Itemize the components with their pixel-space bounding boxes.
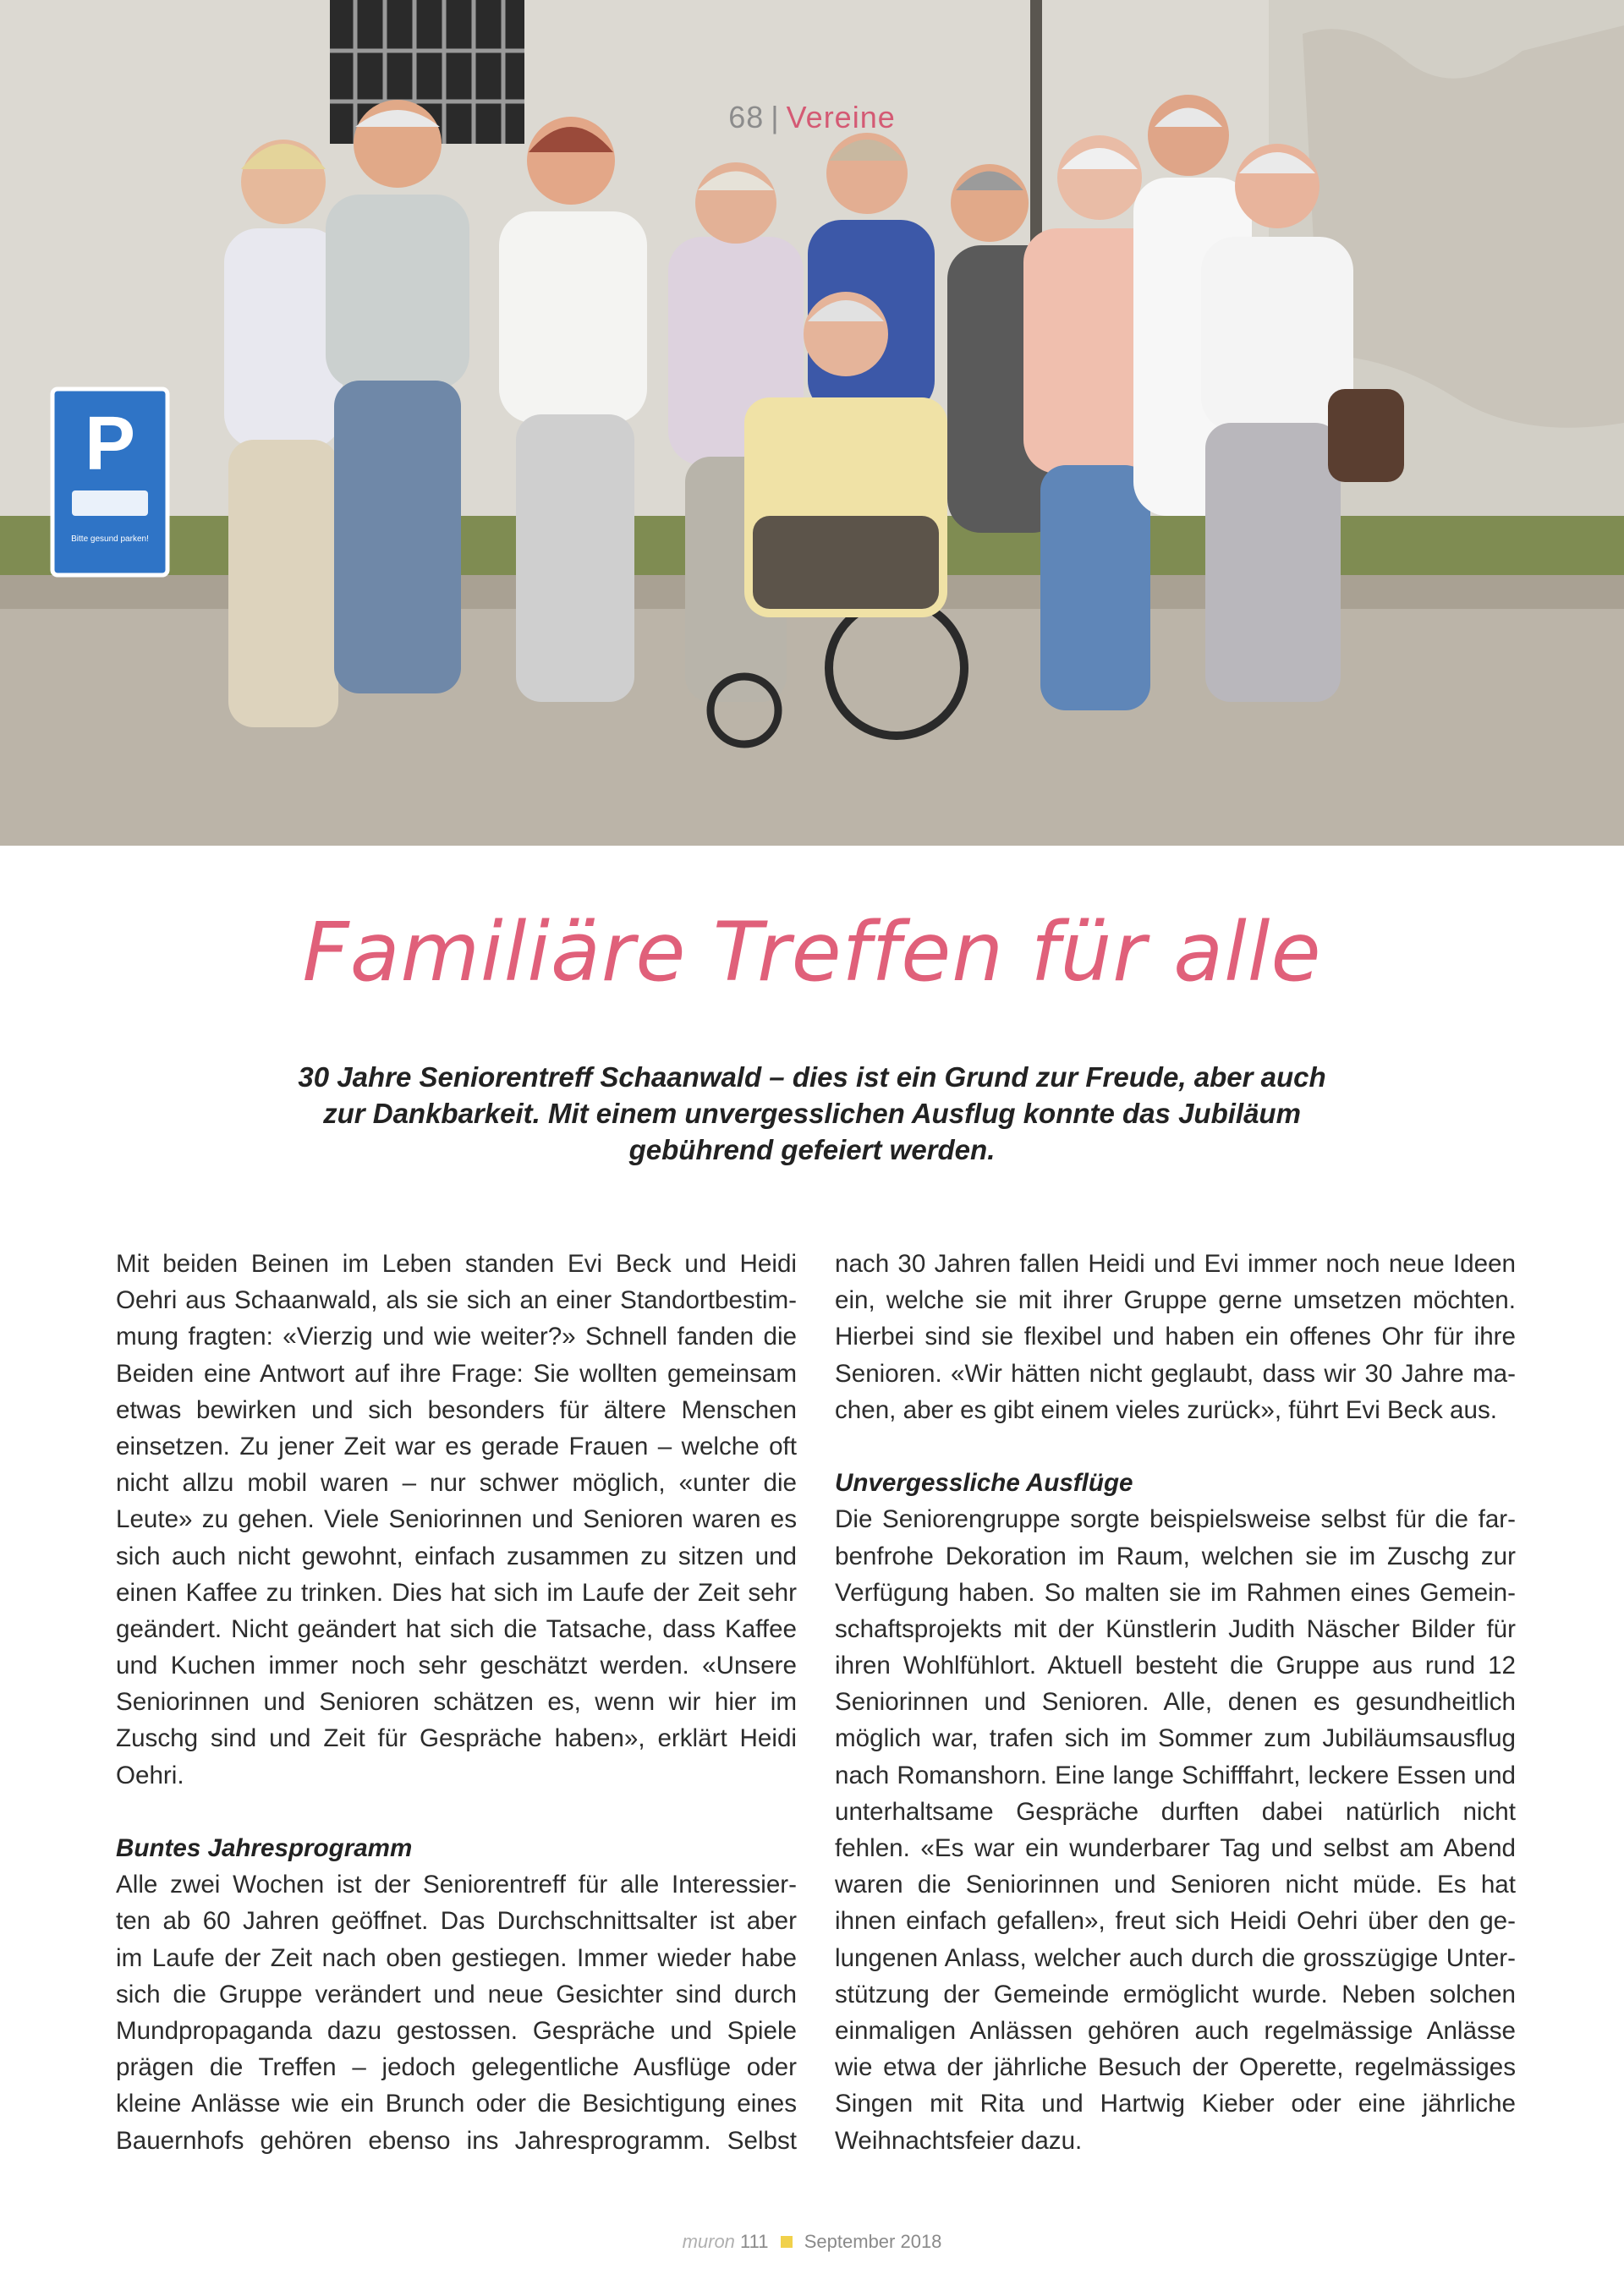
text-line: sich die Gruppe verändert und neue Gesichter sind durch <box>116 1980 797 2008</box>
text-line: geändert. Nicht geändert hat sich die Tatsache, dass Kaffee <box>116 1614 797 1643</box>
issue-number: 111 <box>740 2231 769 2252</box>
text-line: stützung der Gemeinde ermöglicht wurde. Neben solchen <box>835 1980 1516 2008</box>
text-line: Senioren. «Wir hätten nicht geglaubt, dass wir 30 Jahre ma- <box>835 1359 1516 1388</box>
text-line: lungenen Anlass, welcher auch durch die grosszügige Unter- <box>835 1943 1516 1972</box>
text-line: und Kuchen immer noch sehr geschätzt werden. «Unsere <box>116 1652 797 1680</box>
text-line: nach Romanshorn. Eine lange Schifffahrt, leckere Essen und <box>835 1761 1516 1789</box>
text-line: Mundpropaganda dazu gestossen. Gespräche und Spiele <box>116 2016 797 2045</box>
text-line: möglich war, trafen sich im Sommer zum Jubiläumsausflug <box>835 1724 1516 1753</box>
footer-square-icon <box>781 2236 793 2248</box>
text-line: Hierbei sind sie flexibel und haben ein offenes Ohr für ihre <box>835 1323 1516 1351</box>
paragraph-gap <box>116 1794 797 1830</box>
text-line: Verfügung haben. So malten sie im Rahmen eines Gemein- <box>835 1578 1516 1607</box>
text-line: waren die Seniorinnen und Senioren nicht müde. Es hat <box>835 1871 1516 1899</box>
text-line: Oehri. <box>116 1761 184 1789</box>
text-line: ten ab 60 Jahren geöffnet. Das Durchschnittsalter ist aber <box>116 1907 797 1936</box>
group-photo <box>0 0 1624 846</box>
magazine-name: muron <box>682 2231 735 2252</box>
section-name: Vereine <box>786 100 896 134</box>
text-line: Mit beiden Beinen im Leben standen Evi Beck und Heidi <box>116 1250 797 1278</box>
text-line: fehlen. «Es war ein wunderbarer Tag und selbst am Abend <box>835 1834 1516 1862</box>
subheading: Unvergessliche Ausflüge <box>835 1469 1133 1498</box>
page-number: 68 <box>728 100 765 134</box>
text-line: benfrohe Dekoration im Raum, welchen sie im Zuschg zur <box>835 1542 1516 1570</box>
text-line: Alle zwei Wochen ist der Seniorentreff für alle Interessier- <box>116 1871 797 1899</box>
text-line: Zuschg sind und Zeit für Gespräche haben», erklärt Heidi <box>116 1724 797 1753</box>
article-lead <box>288 1059 1336 1168</box>
text-line: kleine Anlässe wie ein Brunch oder die Besichtigung eines <box>116 2090 797 2118</box>
issue-date: September 2018 <box>804 2231 942 2252</box>
text-line: einen Kaffee zu trinken. Dies hat sich im Laufe der Zeit sehr <box>116 1578 797 1607</box>
text-line: Die Seniorengruppe sorgte beispielsweise selbst für die far- <box>835 1505 1516 1534</box>
text-line: etwas bewirken und sich besonders für ältere Menschen <box>116 1395 797 1424</box>
text-line: chen, aber es gibt einem vieles zurück», führt Evi Beck aus. <box>835 1395 1497 1424</box>
subheading: Buntes Jahresprogramm <box>116 1834 413 1862</box>
text-line: prägen die Treffen – jedoch gelegentliche Ausflüge oder <box>116 2053 797 2082</box>
text-line: schaftsprojekts mit der Künstlerin Judith Näscher Bilder für <box>835 1614 1516 1643</box>
text-line: Seniorinnen und Senioren schätzen es, wenn wir hier im <box>116 1688 797 1717</box>
text-line: ihnen einfach gefallen», freut sich Heidi Oehri über den ge- <box>835 1907 1516 1936</box>
text-line: ihren Wohlfühlort. Aktuell besteht die Gruppe aus rund 12 <box>835 1652 1516 1680</box>
parking-sign-caption: Bitte gesund parken! <box>71 534 149 544</box>
article-title: Familiäre Treffen für alle <box>302 905 1322 1000</box>
parking-sign <box>52 389 167 575</box>
page-header <box>0 100 1624 135</box>
text-line: einsetzen. Zu jener Zeit war es gerade Frauen – welche oft <box>116 1432 797 1460</box>
text-line: Bauernhofs gehören ebenso ins Jahresprogramm. Selbst <box>116 2126 797 2155</box>
text-line: sich auch nicht gewohnt, einfach zusammen zu sitzen und <box>116 1542 797 1570</box>
text-line: Oehri aus Schaanwald, als sie sich an einer Standortbestim- <box>116 1286 797 1315</box>
text-line: wie etwa der jährliche Besuch der Operette, regelmässiges <box>835 2053 1516 2082</box>
text-line: nicht allzu mobil waren – nur schwer möglich, «unter die <box>116 1469 797 1498</box>
lead-line: zur Dankbarkeit. Mit einem unvergesslichen Ausflug konnte das Jubiläum <box>323 1098 1301 1129</box>
paragraph-gap <box>835 1428 1516 1465</box>
text-line: Seniorinnen und Senioren. Alle, denen es gesundheitlich <box>835 1688 1516 1717</box>
text-line: ein, welche sie mit ihrer Gruppe gerne umsetzen möchten. <box>835 1286 1516 1315</box>
text-line: Beiden eine Antwort auf ihre Frage: Sie wollten gemeinsam <box>116 1359 797 1388</box>
right-column <box>835 1246 1516 2159</box>
text-line: einmaligen Anlässen gehören auch regelmässige Anlässe <box>835 2016 1516 2045</box>
text-line: Singen mit Rita und Hartwig Kieber oder eine jährliche <box>835 2090 1516 2118</box>
text-line: unterhaltsame Gespräche durften dabei natürlich nicht <box>835 1797 1516 1826</box>
text-line: Weihnachtsfeier dazu. <box>835 2126 1083 2155</box>
text-line: nach 30 Jahren fallen Heidi und Evi immer noch neue Ideen <box>835 1250 1516 1278</box>
lead-line: 30 Jahre Seniorentreff Schaanwald – dies ist ein Grund zur Freude, aber auch <box>298 1061 1326 1093</box>
lead-line: gebührend gefeiert werden. <box>628 1134 996 1165</box>
parking-sign-letter: P <box>84 402 136 486</box>
page-footer <box>0 2231 1624 2253</box>
header-separator: | <box>771 100 780 134</box>
text-line: Leute» zu gehen. Viele Seniorinnen und Senioren waren es <box>116 1505 797 1534</box>
left-column <box>116 1246 797 2159</box>
text-line: mung fragten: «Vierzig und wie weiter?» Schnell fanden die <box>116 1323 797 1351</box>
text-line: im Laufe der Zeit nach oben gestiegen. Immer wieder habe <box>116 1943 797 1972</box>
